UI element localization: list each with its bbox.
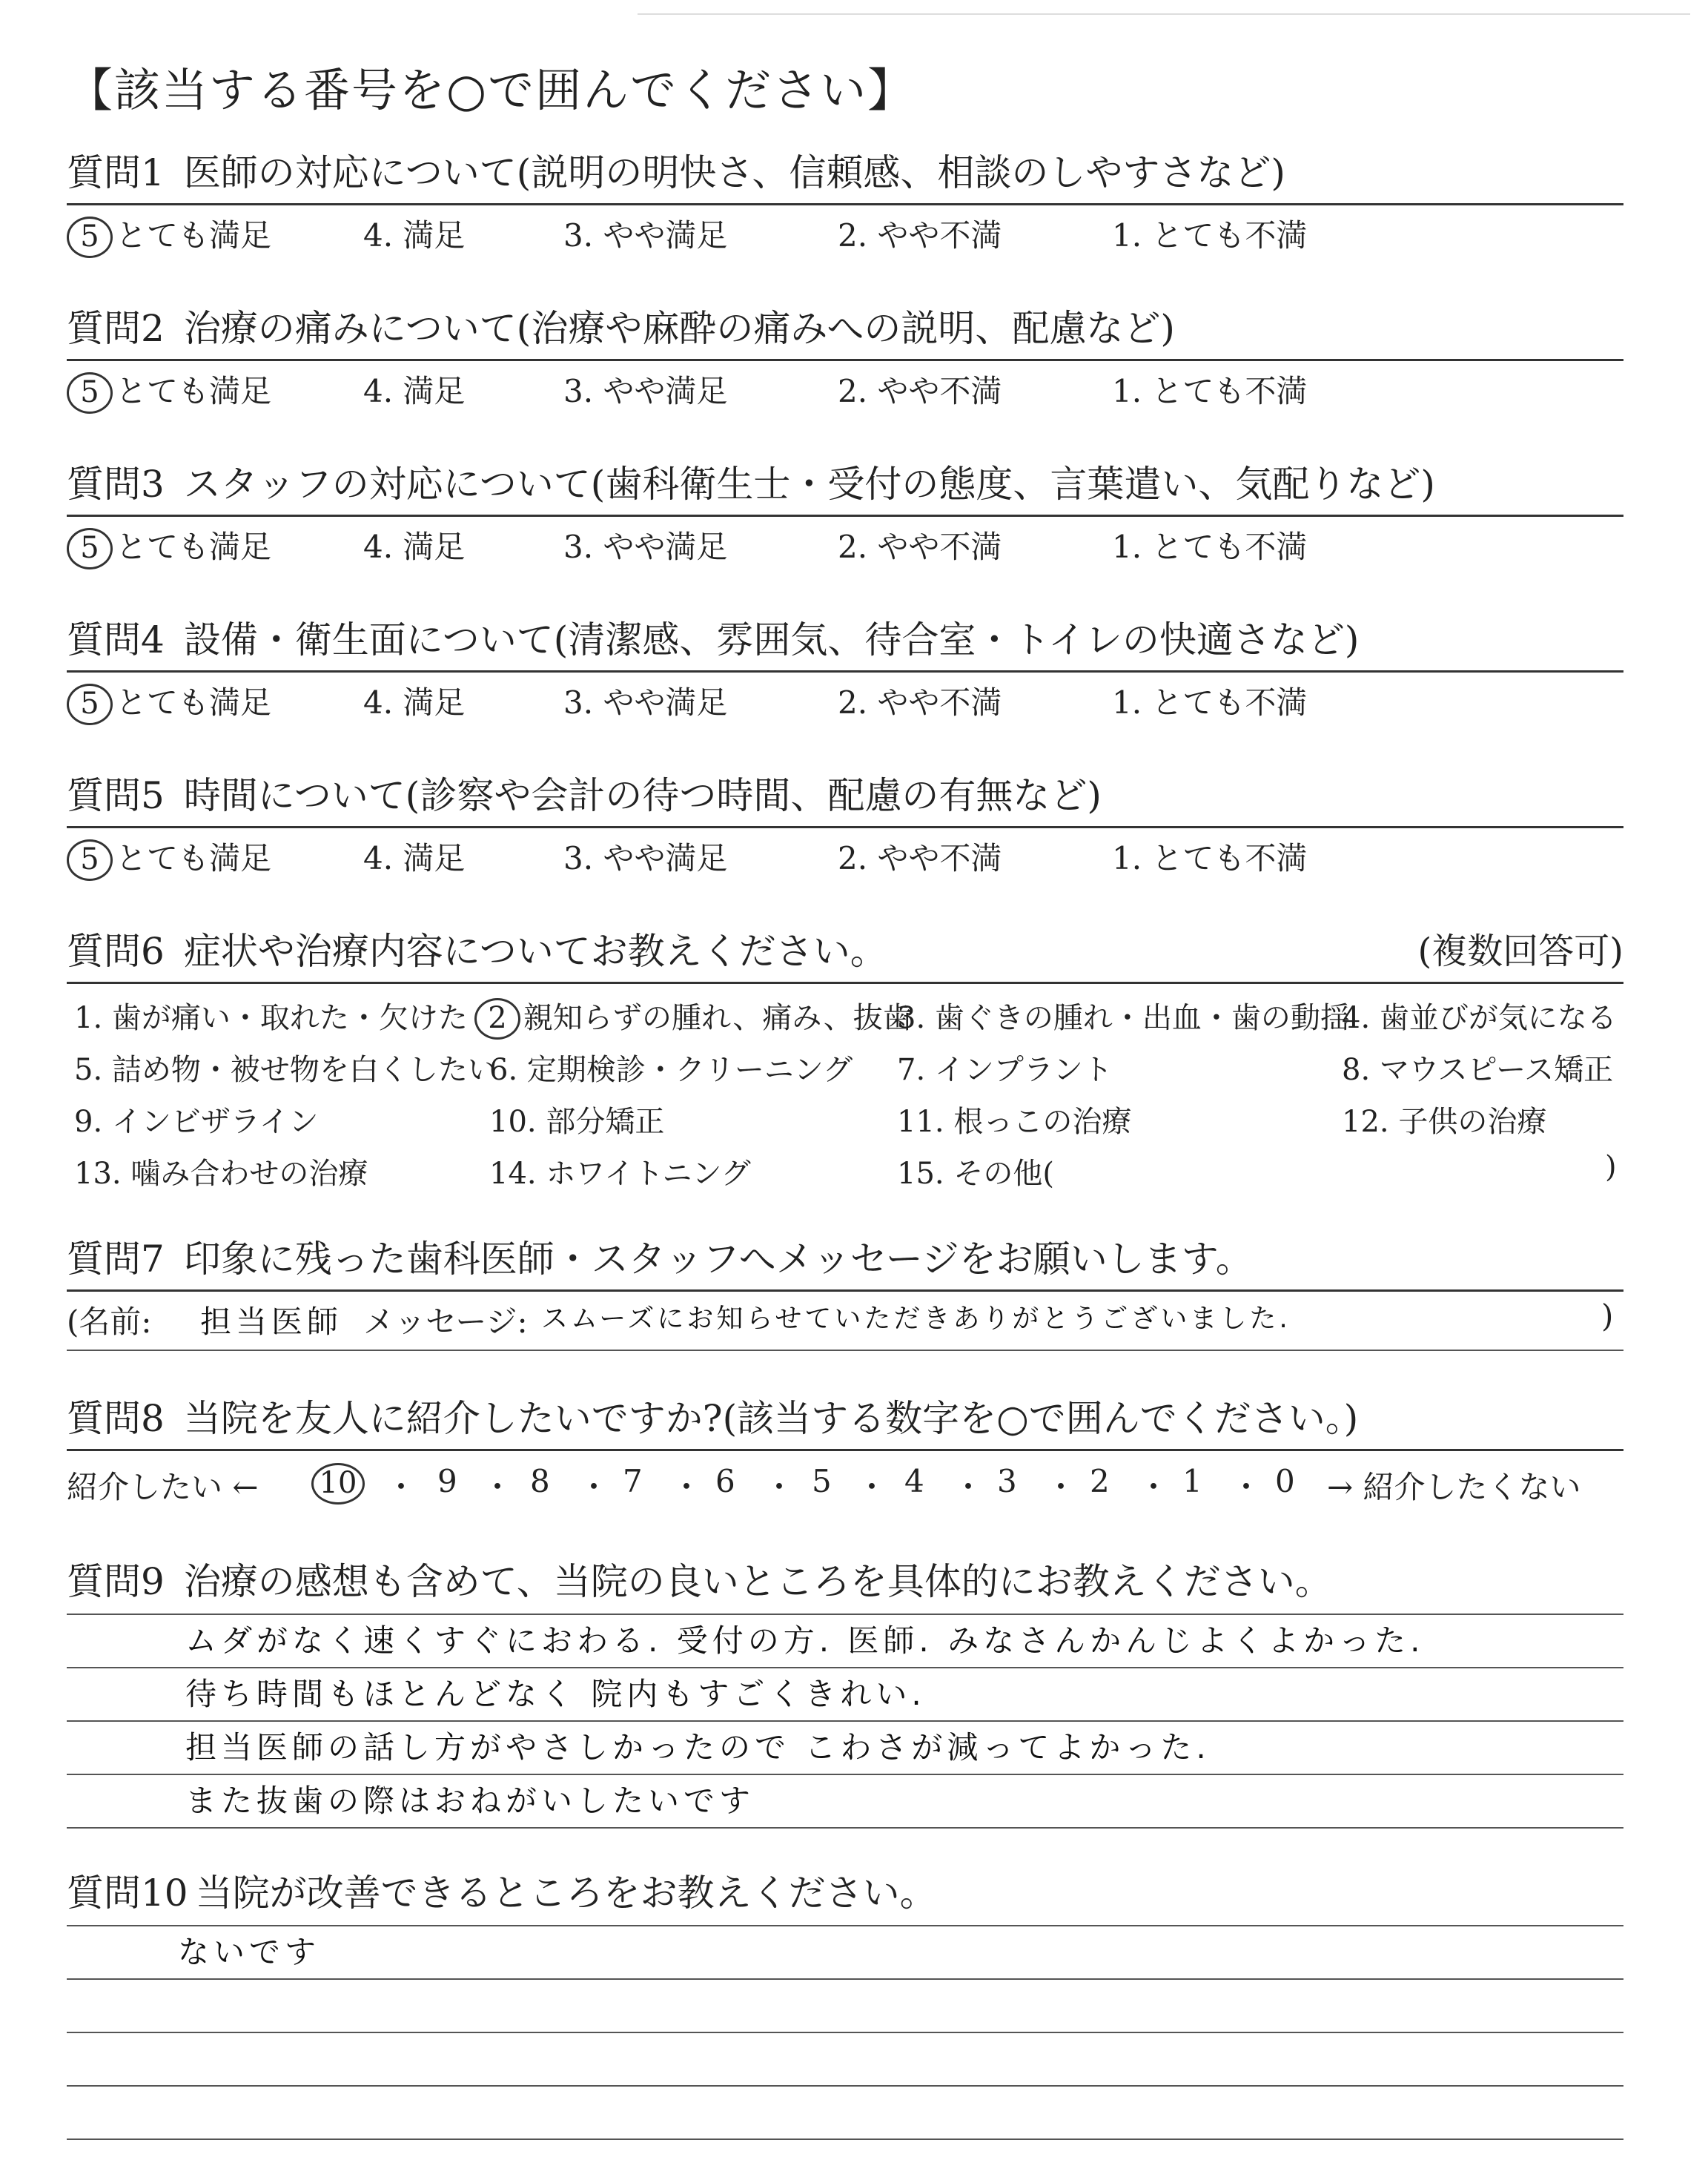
scale-sep: ・ — [671, 1469, 703, 1505]
divider — [67, 203, 1623, 205]
answer-text: ムダがなく速くすぐにおわる. 受付の方. 医師. みなさんかんじよくよかった. — [185, 1622, 1425, 1659]
question-8 — [67, 1394, 1623, 1510]
symptom-option[interactable]: 1. 歯が痛い・取れた・欠けた — [74, 1001, 468, 1035]
divider — [67, 515, 1623, 517]
answer-line[interactable] — [67, 2033, 1623, 2087]
answer-text: 待ち時間もほとんどなく 院内もすごくきれい. — [185, 1676, 926, 1712]
answer-line[interactable] — [67, 1615, 1623, 1668]
scale-sep: ・ — [1231, 1469, 1262, 1505]
scale-sep: ・ — [385, 1469, 417, 1505]
symptom-option[interactable]: 13. 噛み合わせの治療 — [74, 1157, 368, 1191]
answer-text: また抜歯の際はおねがいしたいです — [185, 1783, 755, 1819]
question-text: 症状や治療内容についてお教えください。 — [183, 930, 887, 973]
answer-line[interactable] — [67, 1926, 1623, 1980]
question-1 — [67, 148, 1623, 256]
option-4[interactable]: 4. 満足 — [363, 373, 466, 409]
question-number: 質問8 — [67, 1397, 165, 1440]
question-number: 質問2 — [67, 307, 165, 350]
option-1[interactable]: 1. とても不満 — [1112, 373, 1308, 409]
question-number: 質問6 — [67, 930, 165, 973]
scale-sep: ・ — [1138, 1469, 1170, 1505]
option-5[interactable]: 5 とても満足 — [67, 367, 271, 414]
message-row — [67, 1298, 1623, 1350]
symptom-option[interactable]: 5. 詰め物・被せ物を白くしたい — [74, 1053, 497, 1087]
option-4[interactable]: 4. 満足 — [363, 529, 466, 565]
option-1[interactable]: 1. とても不満 — [1112, 217, 1308, 254]
question-3 — [67, 460, 1623, 567]
symptom-option[interactable]: 8. マウスピース矯正 — [1342, 1053, 1614, 1087]
selected-circle: 5 — [67, 684, 113, 725]
question-number: 質問5 — [67, 774, 165, 817]
selected-circle: 2 — [474, 998, 520, 1040]
option-2[interactable]: 2. やや不満 — [838, 217, 1002, 254]
divider — [67, 826, 1623, 828]
question-text: 設備・衛生面について(清潔感、雰囲気、待合室・トイレの快適さなど) — [183, 618, 1360, 661]
rating-options — [67, 834, 1623, 879]
symptom-option[interactable]: 4. 歯並びが気になる — [1342, 1001, 1617, 1035]
option-3[interactable]: 3. やや満足 — [563, 529, 728, 565]
selected-circle: 5 — [67, 839, 113, 881]
selected-circle: 5 — [67, 528, 113, 569]
question-number: 質問10 — [67, 1872, 188, 1915]
question-number: 質問9 — [67, 1560, 165, 1603]
scale-sep: ・ — [482, 1469, 514, 1505]
question-10 — [67, 1869, 1623, 2140]
name-value[interactable]: 担当医師 — [200, 1304, 343, 1340]
question-6 — [67, 927, 1623, 1209]
scale-4[interactable]: 4 — [904, 1463, 924, 1499]
scale-sep: ・ — [764, 1469, 795, 1505]
answer-line[interactable] — [67, 1668, 1623, 1722]
option-5[interactable]: 5 とても満足 — [67, 834, 271, 881]
scale-7[interactable]: 7 — [623, 1463, 643, 1499]
question-text: 当院が改善できるところをお教えください。 — [195, 1872, 937, 1915]
symptom-option[interactable]: 10. 部分矯正 — [489, 1105, 665, 1139]
scale-1[interactable]: 1 — [1182, 1463, 1202, 1499]
option-2[interactable]: 2. やや不満 — [838, 529, 1002, 565]
option-3[interactable]: 3. やや満足 — [563, 217, 728, 254]
message-value[interactable]: スムーズにお知らせていただきありがとうございました. — [541, 1304, 1291, 1334]
scale-sep: ・ — [1045, 1469, 1077, 1505]
rating-options — [67, 523, 1623, 567]
other-close-paren: ) — [1605, 1150, 1617, 1184]
message-label: メッセージ: — [363, 1304, 528, 1340]
scale-left-label: 紹介したい ← — [67, 1469, 259, 1505]
option-3[interactable]: 3. やや満足 — [563, 373, 728, 409]
rating-options — [67, 367, 1623, 412]
scale-6[interactable]: 6 — [715, 1463, 735, 1499]
scale-2[interactable]: 2 — [1090, 1463, 1110, 1499]
option-3[interactable]: 3. やや満足 — [563, 684, 728, 721]
divider — [67, 1350, 1623, 1351]
multi-answer-note: (複数回答可) — [1417, 931, 1623, 972]
question-text: 医師の対応について(説明の明快さ、信頼感、相談のしやすさなど) — [183, 151, 1285, 194]
divider — [67, 670, 1623, 673]
top-divider — [638, 13, 1690, 15]
symptom-option-selected[interactable]: 2 親知らずの腫れ、痛み、抜歯 — [474, 994, 913, 1040]
question-number: 質問7 — [67, 1238, 165, 1281]
selected-circle: 10 — [311, 1463, 365, 1505]
option-1[interactable]: 1. とても不満 — [1112, 529, 1308, 565]
question-text: 当院を友人に紹介したいですか?(該当する数字を○で囲んでください。) — [183, 1397, 1359, 1440]
message-close-paren: ) — [1601, 1298, 1614, 1334]
option-4[interactable]: 4. 満足 — [363, 840, 466, 876]
divider — [67, 982, 1623, 984]
question-number: 質問1 — [67, 151, 165, 194]
question-2 — [67, 304, 1623, 412]
question-text: 治療の感想も含めて、当院の良いところを具体的にお教えください。 — [183, 1560, 1332, 1603]
question-7 — [67, 1235, 1623, 1351]
rating-options — [67, 211, 1623, 256]
scale-9[interactable]: 9 — [437, 1463, 457, 1499]
question-text: スタッフの対応について(歯科衛生士・受付の態度、言葉遣い、気配りなど) — [183, 463, 1435, 506]
divider — [67, 359, 1623, 361]
option-2[interactable]: 2. やや不満 — [838, 373, 1002, 409]
option-2[interactable]: 2. やや不満 — [838, 840, 1002, 876]
symptom-option[interactable]: 9. インビザライン — [74, 1105, 319, 1139]
symptom-option-other[interactable]: 15. その他( — [897, 1157, 1054, 1191]
recommend-scale — [67, 1459, 1623, 1510]
option-1[interactable]: 1. とても不満 — [1112, 840, 1308, 876]
answer-text: 担当医師の話し方がやさしかったので こわさが減ってよかった. — [185, 1729, 1211, 1766]
symptom-option[interactable]: 3. 歯ぐきの腫れ・出血・歯の動揺 — [897, 1001, 1350, 1035]
selected-circle: 5 — [67, 217, 113, 258]
option-3[interactable]: 3. やや満足 — [563, 840, 728, 876]
option-5[interactable]: 5 とても満足 — [67, 678, 271, 725]
symptom-option[interactable]: 12. 子供の治療 — [1342, 1105, 1547, 1139]
divider — [67, 1289, 1623, 1292]
page-title: 【該当する番号を○で囲んでください】 — [67, 63, 916, 117]
symptom-option[interactable]: 7. インプラント — [897, 1053, 1113, 1087]
option-2[interactable]: 2. やや不満 — [838, 684, 1002, 721]
answer-text: ないです — [178, 1934, 321, 1970]
scale-sep: ・ — [856, 1469, 888, 1505]
name-label: (名前: — [67, 1304, 152, 1340]
question-number: 質問3 — [67, 463, 165, 506]
option-4[interactable]: 4. 満足 — [363, 217, 466, 254]
scale-right-label: → 紹介したくない — [1327, 1469, 1581, 1505]
symptom-option[interactable]: 14. ホワイトニング — [489, 1157, 751, 1191]
option-4[interactable]: 4. 満足 — [363, 684, 466, 721]
scale-sep: ・ — [953, 1469, 984, 1505]
symptom-options — [67, 994, 1623, 1209]
option-5[interactable]: 5 とても満足 — [67, 523, 271, 569]
scale-8[interactable]: 8 — [530, 1463, 550, 1499]
option-5[interactable]: 5 とても満足 — [67, 211, 271, 258]
answer-line[interactable] — [67, 2087, 1623, 2140]
question-5 — [67, 771, 1623, 879]
scale-0[interactable]: 0 — [1275, 1463, 1295, 1499]
divider — [67, 1449, 1623, 1451]
option-1[interactable]: 1. とても不満 — [1112, 684, 1308, 721]
question-text: 印象に残った歯科医師・スタッフへメッセージをお願いします。 — [183, 1238, 1253, 1281]
scale-5[interactable]: 5 — [812, 1463, 832, 1499]
question-number: 質問4 — [67, 618, 165, 661]
question-9 — [67, 1557, 1623, 1829]
symptom-option[interactable]: 11. 根っこの治療 — [897, 1105, 1132, 1139]
answer-line[interactable] — [67, 1775, 1623, 1829]
symptom-option[interactable]: 6. 定期検診・クリーニング — [489, 1053, 853, 1087]
question-4 — [67, 615, 1623, 723]
scale-3[interactable]: 3 — [997, 1463, 1017, 1499]
answer-line[interactable] — [67, 1980, 1623, 2033]
answer-line[interactable] — [67, 1722, 1623, 1775]
selected-circle: 5 — [67, 372, 113, 414]
rating-options — [67, 678, 1623, 723]
question-text: 治療の痛みについて(治療や麻酔の痛みへの説明、配慮など) — [183, 307, 1175, 350]
scale-sep: ・ — [578, 1469, 610, 1505]
question-text: 時間について(診察や会計の待つ時間、配慮の有無など) — [183, 774, 1102, 817]
